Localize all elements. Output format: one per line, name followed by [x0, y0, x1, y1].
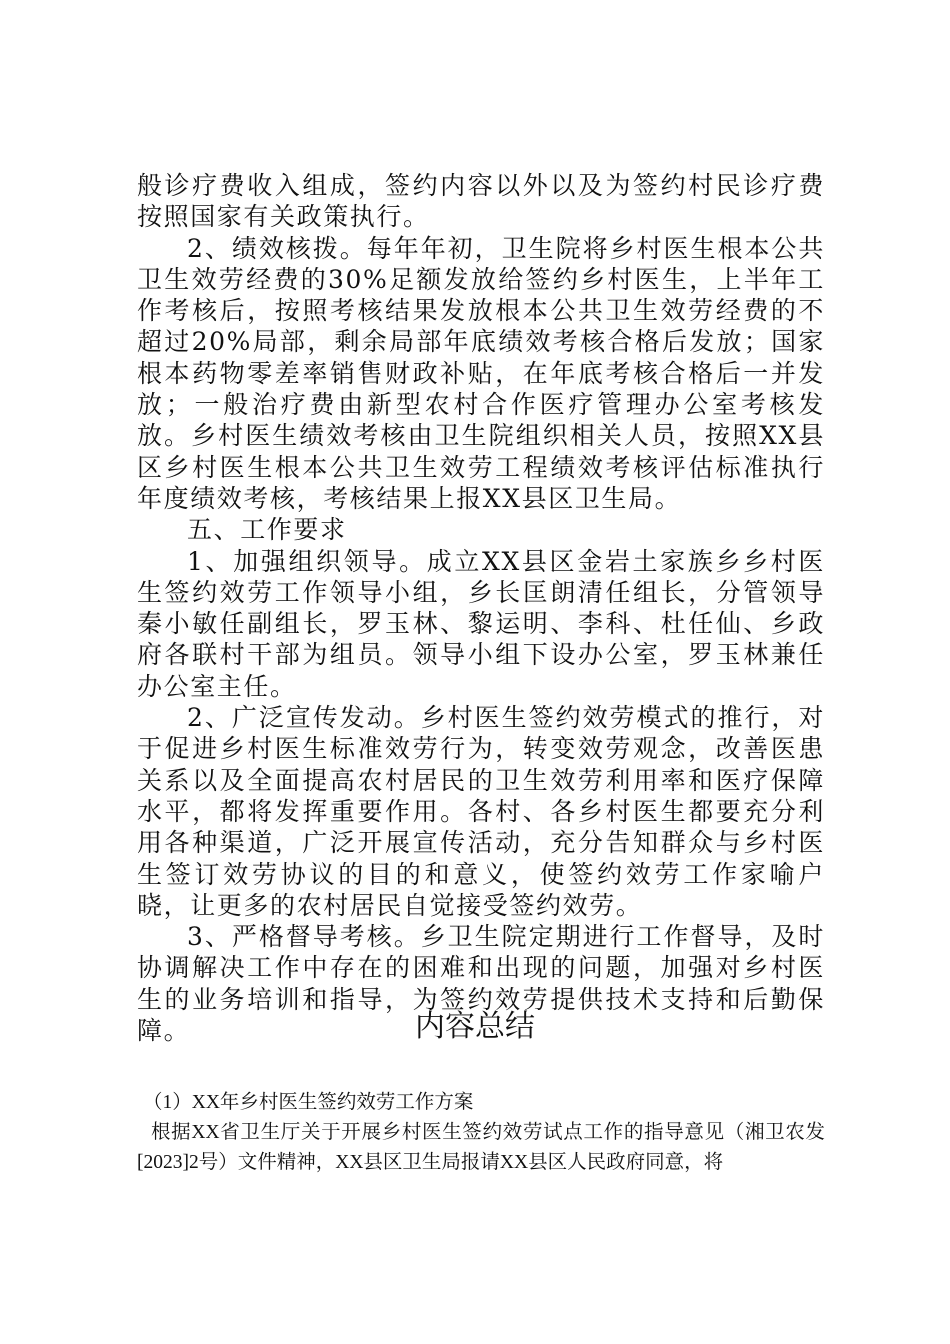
document-body [137, 170, 825, 1046]
paragraph-organization-leadership: 1、加强组织领导。成立XX县区金岩土家族乡乡村医生签约效劳工作领导小组，乡长匡朗清任组长，分管领导秦小敏任副组长，罗玉林、黎运明、李科、杜任仙、乡政府各联村干部为组员。领导小组下设办公室，罗玉林兼任办公室主任。 [137, 546, 825, 701]
paragraph-publicity: 2、广泛宣传发动。乡村医生签约效劳模式的推行，对于促进乡村医生标准效劳行为，转变效劳观念，改善医患关系以及全面提高农村居民的卫生效劳利用率和医疗保障水平，都将发挥重要作用。各村、各乡村医生都要充分利用各种渠道，广泛开展宣传活动，充分告知群众与乡村医生签订效劳协议的目的和意义，使签约效劳工作家喻户晓，让更多的农村居民自觉接受签约效劳。 [137, 703, 825, 920]
paragraph-continuation: 般诊疗费收入组成，签约内容以外以及为签约村民诊疗费按照国家有关政策执行。 [137, 171, 825, 232]
paragraph-performance-allocation: 2、绩效核拨。每年年初，卫生院将乡村医生根本公共卫生效劳经费的30%足额发放给签约乡村医生，上半年工作考核后，按照考核结果发放根本公共卫生效劳经费的不超过20%局部，剩余局部年底绩效考核合格后发放；国家根本药物零差率销售财政补贴，在年底考核合格后一并发放；一般治疗费由新型农村合作医疗管理办公室考核发放。乡村医生绩效考核由卫生院组织相关人员，按照XX县区乡村医生根本公共卫生效劳工程绩效考核评估标准执行年度绩效考核，考核结果上报XX县区卫生局。 [137, 233, 825, 513]
summary-item-title: （1）XX年乡村医生签约效劳工作方案 [143, 1092, 474, 1113]
paragraph-supervision: 3、严格督导考核。乡卫生院定期进行工作督导，及时协调解决工作中存在的困难和出现的问题，加强对乡村医生的业务培训和指导，为签约效劳提供技术支持和后勤保障。 [137, 922, 825, 1046]
summary-title: 内容总结 [415, 1009, 535, 1044]
summary-section [137, 1088, 825, 1178]
summary-text: 根据XX省卫生厅关于开展乡村医生签约效劳试点工作的指导意见（湘卫农发[2023]2号）文件精神，XX县区卫生局报请XX县区人民政府同意，将 [137, 1122, 825, 1173]
section-heading-work-requirements: 五、工作要求 [187, 515, 347, 545]
